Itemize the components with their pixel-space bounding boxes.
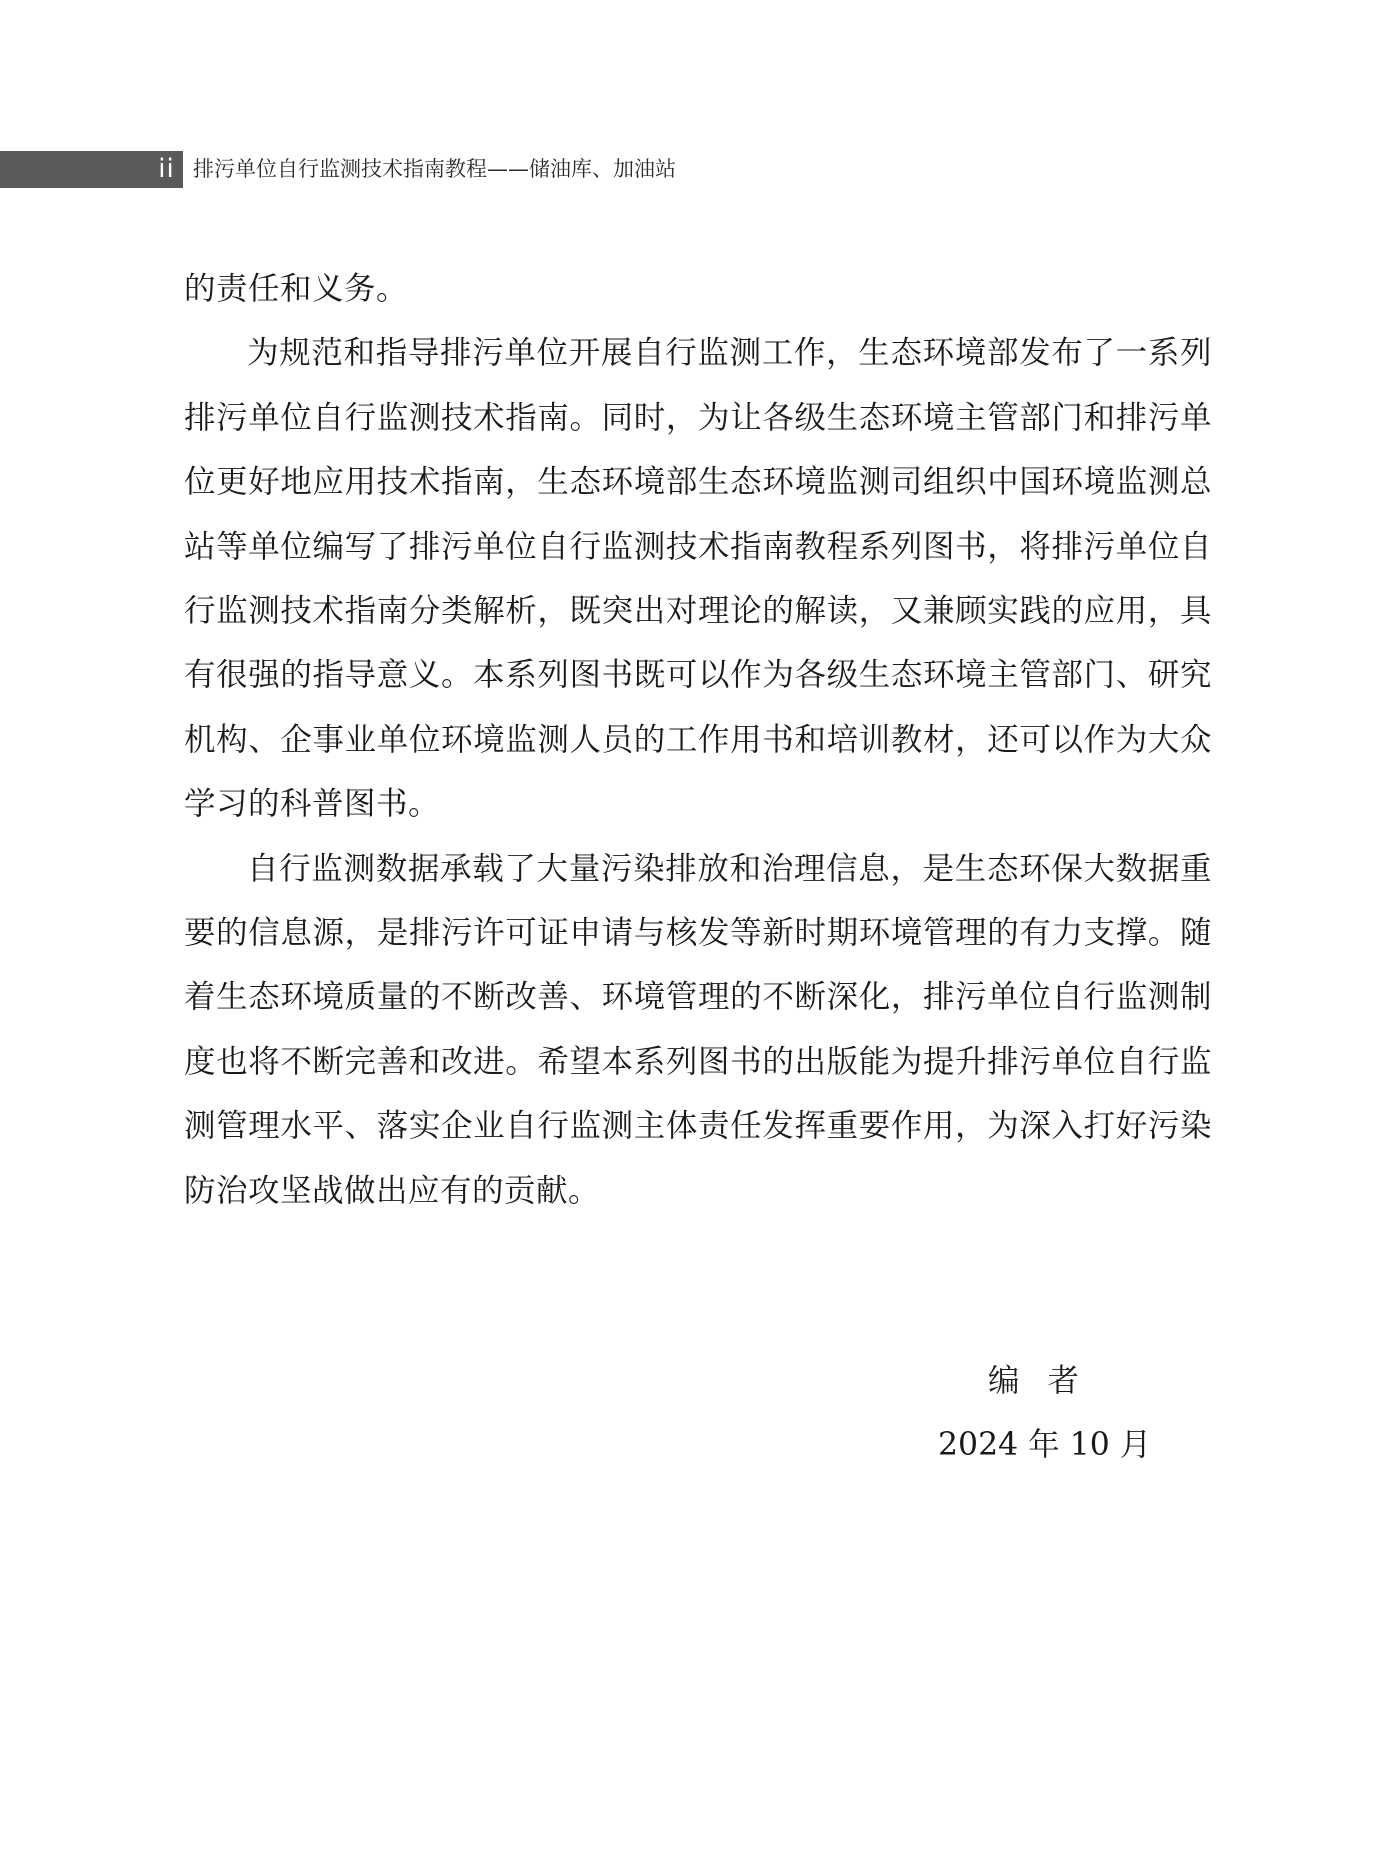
page-number: ii [150, 151, 183, 188]
signature-author: 编者 [988, 1363, 1108, 1399]
paragraph-significance: 自行监测数据承载了大量污染排放和治理信息，是生态环保大数据重要的信息源，是排污许可证申请与核发等新时期环境管理的有力支撑。随着生态环境质量的不断改善、环境管理的不断深化，排污单位自行监测制度也将不断完善和改进。希望本系列图书的出版能为提升排污单位自行监测管理水平、落实企业自行监测主体责任发挥重要作用，为深入打好污染防治攻坚战做出应有的贡献。 [184, 850, 1212, 1209]
paragraph-continuation: 的责任和义务。 [184, 271, 409, 307]
signature-date: 2024 年 10 月 [938, 1427, 1152, 1463]
paragraph-purpose: 为规范和指导排污单位开展自行监测工作，生态环境部发布了一系列排污单位自行监测技术指南。同时，为让各级生态环境主管部门和排污单位更好地应用技术指南，生态环境部生态环境监测司组织中国环境监测总站等单位编写了排污单位自行监测技术指南教程系列图书，将排污单位自行监测技术指南分类解析，既突出对理论的解读，又兼顾实践的应用，具有很强的指导意义。本系列图书既可以作为各级生态环境主管部门、研究机构、企事业单位环境监测人员的工作用书和培训教材，还可以作为大众学习的科普图书。 [184, 335, 1212, 823]
body-text [184, 257, 1212, 1223]
header-bar [0, 151, 151, 188]
running-title: 排污单位自行监测技术指南教程——储油库、加油站 [193, 157, 676, 181]
